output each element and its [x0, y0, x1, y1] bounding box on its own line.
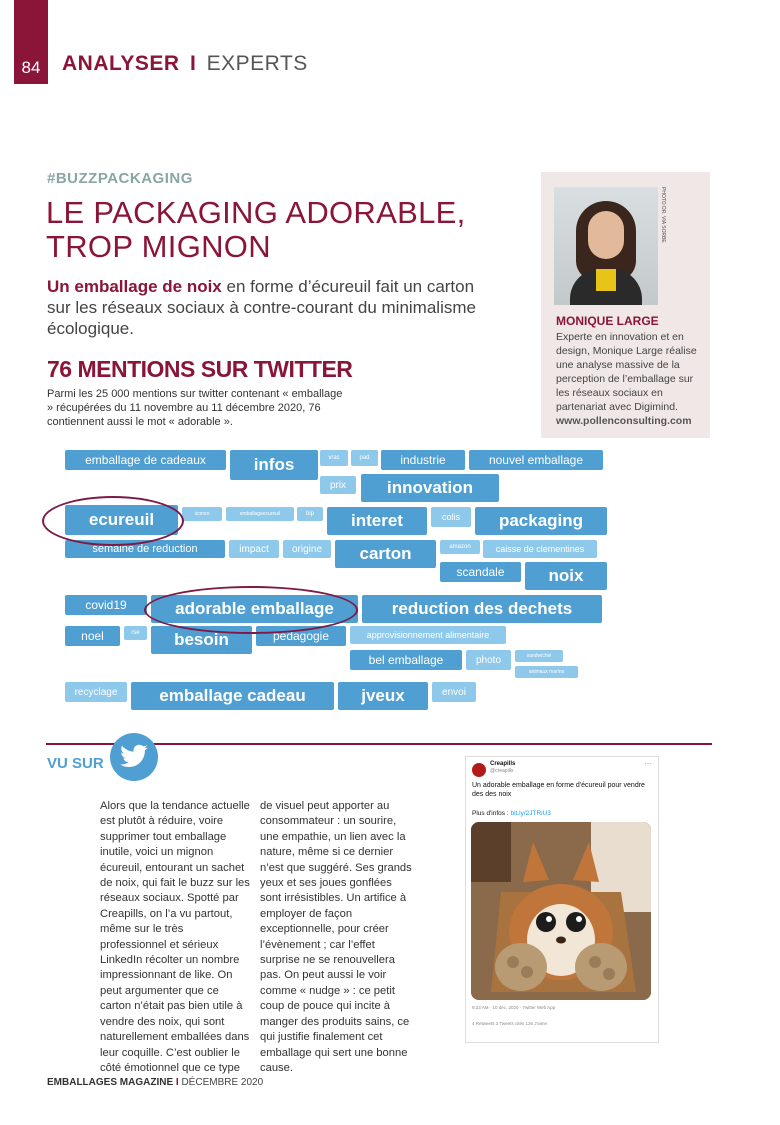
- word-tag: bel emballage: [350, 650, 462, 670]
- word-tag: industrie: [381, 450, 465, 470]
- profile-desc-text: Experte en innovation et en design, Monique Large réalise une analyse massive de la perception de l’emballage sur les réseaux sociaux en partenariat avec Digimind.: [556, 331, 697, 413]
- word-tag: innovation: [361, 474, 499, 502]
- word-tag: reduction des dechets: [362, 595, 602, 623]
- word-tag: infos: [230, 450, 318, 480]
- section-header: [62, 52, 308, 76]
- article-title: [46, 196, 466, 264]
- word-tag: animaux marins: [515, 666, 578, 678]
- word-tag: approvisionnement alimentaire: [350, 626, 506, 644]
- word-tag: besoin: [151, 626, 252, 654]
- profile-url[interactable]: www.pollenconsulting.com: [556, 415, 692, 427]
- word-tag: emballage de cadeaux: [65, 450, 226, 470]
- photo-credit: PHOTO DR. VIA SORBE: [660, 187, 666, 243]
- footer-separator: I: [175, 1077, 179, 1088]
- word-tag: adorable emballage: [151, 595, 358, 623]
- squirrel-packaging-illustration: [471, 822, 651, 1000]
- word-tag: vrac: [320, 450, 348, 466]
- photo-face: [588, 211, 624, 259]
- section-regular: EXPERTS: [206, 52, 308, 75]
- word-tag: caisse de clementines: [483, 540, 597, 558]
- word-tag: amazon: [440, 540, 480, 554]
- tweet-link-url[interactable]: bit.ly/2JTRiU3: [510, 810, 551, 817]
- word-tag: pad: [351, 450, 378, 466]
- word-tag: interet: [327, 507, 427, 535]
- profile-description: [556, 330, 706, 428]
- tweet-handle[interactable]: @creapills: [490, 768, 514, 774]
- word-tag: origine: [283, 540, 331, 558]
- tweet-link: [472, 810, 551, 817]
- word-tag: emballageecureuil: [226, 507, 294, 521]
- highlight-ring-adorable: [144, 586, 358, 634]
- tweet-avatar[interactable]: [472, 763, 486, 777]
- word-tag: impact: [229, 540, 279, 558]
- word-tag: photo: [466, 650, 511, 670]
- body-column-2: de visuel peut apporter au consommateur : un sourire, une empathie, un lien avec la nature, même si ce dernier n’est que suggéré. Ses grands yeux et ses joues gonflées sont irrésistibles. Un artifice à employer de façon exceptionnelle, pour créer l’évènement ; car l’effet surprise ne se renouvellera pas. On peut aussi le voir comme « nudge » : ce petit coup de pouce qui incite à manger des produits sains, ce qui justifie finalement cet emballage qui sert une bonne cause.: [260, 800, 412, 1074]
- word-tag: ecureuil: [65, 505, 178, 535]
- word-tag: nouvel emballage: [469, 450, 603, 470]
- word-tag: prix: [320, 476, 356, 494]
- word-tag: colis: [431, 507, 471, 527]
- word-tag: emballage cadeau: [131, 682, 334, 710]
- lead-rest: en forme d’écureuil fait un carton sur les réseaux sociaux à contre-courant du minimalisme écologique.: [47, 277, 476, 338]
- title-line-2: TROP MIGNON: [46, 229, 271, 264]
- section-separator: I: [189, 52, 197, 75]
- word-tag: envoi: [432, 682, 476, 702]
- tweet-meta: 9:23 AM · 10 déc. 2020 · Twitter Web App: [472, 1005, 556, 1010]
- word-tag: noel: [65, 626, 120, 646]
- word-tag: carton: [335, 540, 436, 568]
- footer-magazine: EMBALLAGES MAGAZINE: [47, 1077, 174, 1088]
- profile-name: MONIQUE LARGE: [556, 314, 659, 328]
- title-line-1: LE PACKAGING ADORABLE,: [46, 195, 466, 230]
- word-tag: semaine de reduction: [65, 540, 225, 558]
- tweet-text: Un adorable emballage en forme d'écureuil pour vendre des des noix: [472, 782, 645, 798]
- body-column-1: Alors que la tendance actuelle est plutôt à réduire, voire supprimer tout emballage inutile, voici un mignon écureuil, entourant un sachet de noix, qui fait le buzz sur les réseaux sociaux. Spotté par Creapills, on l’a vu partout, même sur le très professionnel et sérieux LinkedIn récolter un nombre impressionnant de like. On peut argumenter que ce carton n’était pas bien utile à vendre des noix, qui sont naturellement emballées dans leur coquille. C’est oublier le côté émotionnel que ce type: [100, 800, 250, 1074]
- page-number: 84: [14, 0, 48, 84]
- photo-collar: [596, 269, 616, 291]
- word-tag: noix: [525, 562, 607, 590]
- mentions-intro: Parmi les 25 000 mentions sur twitter contenant « emballage » récupérées du 11 novembre au 11 décembre 2020, 76 contiennent aussi le mot « adorable ».: [47, 388, 343, 428]
- tweet-menu-icon[interactable]: ···: [644, 759, 652, 768]
- article-lead: [47, 276, 487, 339]
- word-tag: scandale: [440, 562, 521, 582]
- word-tag: rse: [124, 626, 147, 640]
- section-bold: ANALYSER: [62, 52, 180, 75]
- tweet-image[interactable]: [471, 822, 651, 1000]
- page-footer: [47, 1077, 263, 1088]
- hashtag: #BUZZPACKAGING: [47, 170, 193, 187]
- word-tag: iconoo: [182, 507, 222, 521]
- highlight-ring-ecureuil: [42, 496, 184, 546]
- word-tag: packaging: [475, 507, 607, 535]
- word-tag: bip: [297, 507, 323, 521]
- word-tag: sandwichel: [515, 650, 563, 662]
- word-tag: jveux: [338, 682, 428, 710]
- word-tag: pedagogie: [256, 626, 346, 646]
- twitter-bird-icon-svg: [119, 744, 149, 770]
- word-tag: recyclage: [65, 682, 127, 702]
- twitter-bird-icon: [110, 733, 158, 781]
- tweet-card[interactable]: [465, 756, 659, 1043]
- tweet-name[interactable]: Creapills: [490, 761, 516, 767]
- vu-sur-label: VU SUR: [47, 755, 104, 772]
- tweet-stats[interactable]: 4 Retweets 3 Tweets cités 126 J'aime: [472, 1021, 548, 1026]
- mentions-title: 76 MENTIONS SUR TWITTER: [47, 356, 353, 382]
- word-tag: covid19: [65, 595, 147, 615]
- tweet-link-label: Plus d'infos :: [472, 810, 511, 817]
- footer-date: DÉCEMBRE 2020: [181, 1077, 264, 1088]
- profile-photo: [554, 187, 658, 305]
- lead-bold: Un emballage de noix: [47, 277, 222, 296]
